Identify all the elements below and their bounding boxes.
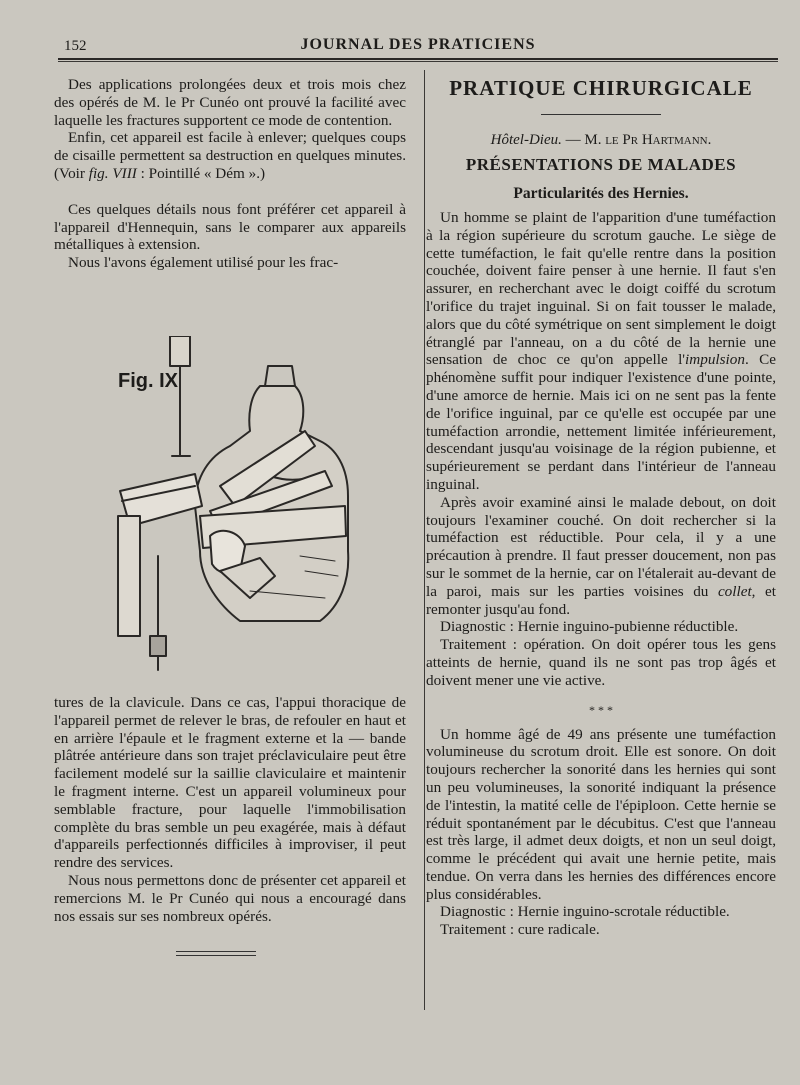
collet-term: collet	[717, 582, 752, 600]
section-rule	[541, 114, 661, 115]
impulsion-term: impulsion	[685, 351, 745, 369]
diagnostic-2: Diagnostic : Hernie inguino-scrotale réductible.	[440, 903, 730, 921]
lecture-author: — M. le Pr Hartmann.	[561, 132, 712, 148]
section-separator-stars: * * *	[589, 702, 613, 717]
right-paragraph-1	[426, 209, 776, 494]
left-column-bottom	[54, 694, 406, 925]
lecture-place: Hôtel-Dieu.	[490, 132, 562, 148]
lecture-line	[426, 131, 776, 149]
subtitle: PRÉSENTATIONS DE MALADES	[465, 155, 737, 174]
right-column	[426, 76, 776, 939]
right-paragraph-5: Un homme âgé de 49 ans présente une tuméfaction volumineuse du scrotum droit. Elle est sonore. On doit toujours rechercher la sonorité dans les hernies qui sont un peu volumineuses, la sonorité indiquant la présence de l'intestin, la matité celle de l'épiploon. Cette hernie se réduit spontanément par le décubitus. C'est que l'anneau est très large, il admet deux doigts, et non un seul doigt, comme le précédent qui avait une hernie petite, mais tendue. On verra dans les hernies des différences encore plus considérables.	[426, 725, 776, 903]
figure-reference: fig. VIII	[88, 164, 137, 182]
right-paragraph-2-text: Après avoir examiné ainsi le malade debout, on doit toujours l'examiner couché. On doit rechercher si la tuméfaction est réductible. Pour cela, il y a une précaution à prendre. Il faut presser doucement, non pas sur le sommet de la hernie, car on l'étalerait au-devant de la paroi, mais sur les parties voisines du	[426, 493, 776, 600]
left-paragraph-2-tail: : Pointillé « Dém ».)	[136, 164, 266, 182]
right-paragraph-1-tail: . Ce phénomène suffit pour indiquer l'existence d'une pointe, d'une amorce de hernie. Mais ici on ne sent pas la fente de l'orifice inguinal, par ce qu'elle est occupée par une tuméfaction arrondie, nettement limitée inférieurement, descendant jusqu'au voisinage de la région pubienne, et supérieurement se perdant dans l'intérieur de l'anneau inguinal.	[426, 351, 776, 493]
column-divider	[424, 70, 425, 1010]
treatment-1: Traitement : opération. On doit opérer tous les gens atteints de hernie, quand ils ne sont pas trop âgés et doivent mener une vie active.	[426, 636, 776, 689]
left-paragraph-5: tures de la clavicule. Dans ce cas, l'appui thoracique de l'appareil permet de relever le bras, de refouler en haut et en arrière l'épaule et le fragment externe et la — bande plâtrée antérieure dans son trajet préclaviculaire peut être facilement modelé sur la saillie claviculaire et maintenir le fragment interne. C'est un appareil volumineux pour semblable fracture, pour laquelle l'immobilisation complète du bras semble un peu exagérée, mais à défaut d'appareils perfectionnés difficiles à improviser, il peut rendre des services.	[54, 694, 406, 872]
right-paragraph-2-tail: , et remonter jusqu'au fond.	[426, 582, 776, 618]
figure-label: Fig. IX	[118, 370, 178, 392]
right-paragraph-2	[426, 494, 776, 619]
subsubtitle: Particularités des Hernies.	[513, 185, 689, 202]
page-header	[58, 36, 778, 60]
left-paragraph-3: Ces quelques détails nous font préférer cet appareil à l'appareil d'Hennequin, sans le comparer aux appareils métalliques à extension.	[54, 200, 406, 254]
closing-rule-2	[176, 955, 256, 956]
left-paragraph-4: Nous l'avons également utilisé pour les frac-	[68, 254, 339, 272]
closing-rule	[176, 951, 256, 952]
right-paragraph-1-text: Un homme se plaint de l'apparition d'une tuméfaction à la région supérieure du scrotum gauche. Le siège de cette tuméfaction, le fait qu'elle rentre dans la position couchée, doivent faire penser à une hernie. Il faut s'en assurer, en recherchant avec le doigt coiffé du scrotum l'orifice du trajet inguinal. Si on fait tousser le malade, alors que du côté symétrique on sent simplement le doigt étranglé par l'anneau, on a du côté de la hernie une sensation de choc ce qu'on appelle l'	[426, 209, 776, 369]
spacer	[54, 183, 406, 201]
left-column-top	[54, 76, 406, 272]
left-paragraph-2-text: Enfin, cet appareil est facile à enlever; quelques coups de cisaille permettent sa destruction en quelques minutes. (Voir	[54, 129, 406, 182]
journal-title: JOURNAL DES PRATICIENS	[300, 36, 536, 53]
left-paragraph-2	[54, 129, 406, 182]
section-title: PRATIQUE CHIRURGICALE	[449, 76, 753, 100]
left-paragraph-6: Nous nous permettons donc de présenter cet appareil et remercions M. le Pr Cunéo qui nous a encouragé dans nos essais sur ses nombreux opérés.	[54, 871, 406, 925]
header-rule	[58, 61, 778, 62]
page-number: 152	[64, 38, 87, 54]
diagnostic-1: Diagnostic : Hernie inguino-pubienne réductible.	[440, 618, 739, 636]
treatment-2: Traitement : cure radicale.	[440, 921, 600, 939]
left-paragraph-1: Des applications prolongées deux et trois mois chez des opérés de M. le Pr Cunéo ont prouvé la facilité avec laquelle les fractures supportent ce mode de contention.	[54, 76, 406, 129]
figure-ix	[100, 336, 370, 676]
